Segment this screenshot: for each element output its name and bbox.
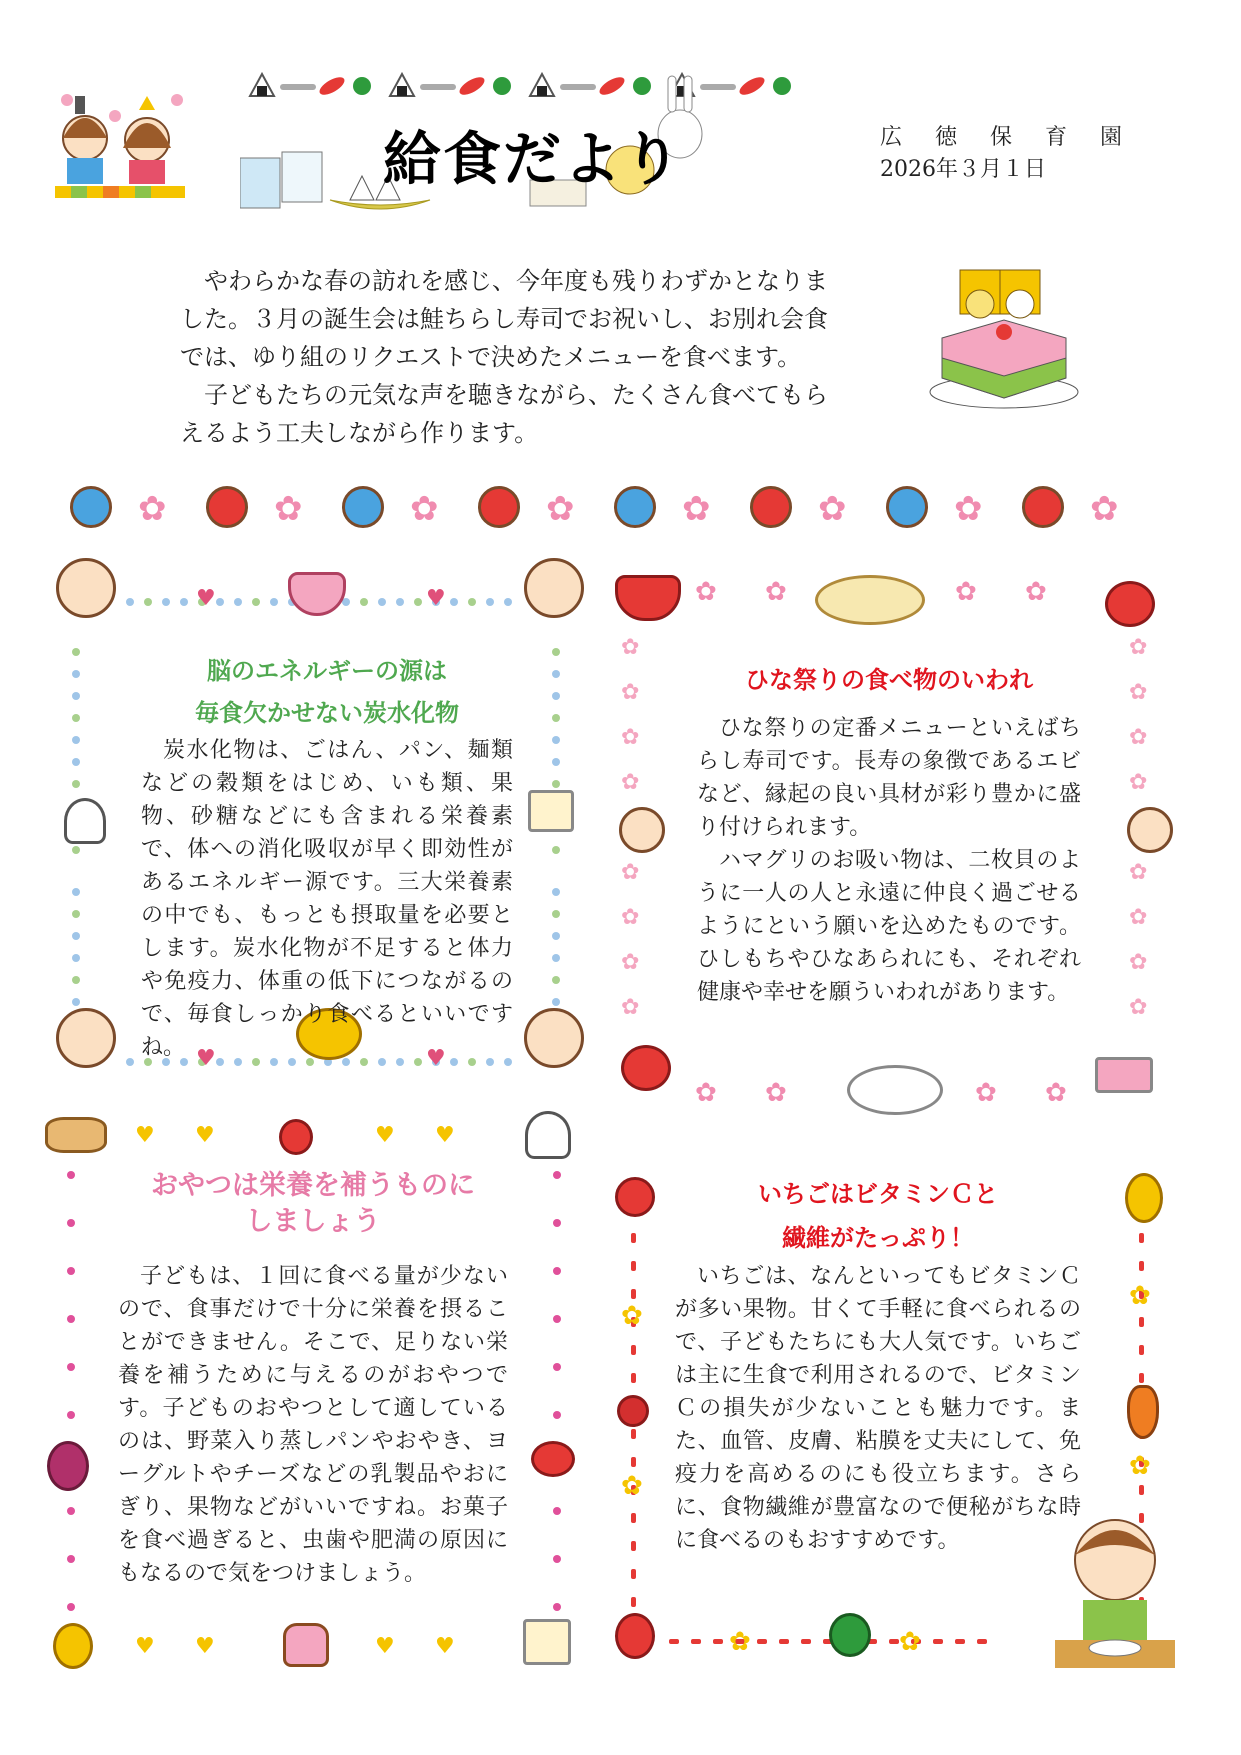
carrot-icon [1127, 1385, 1159, 1439]
border-dash [933, 1639, 943, 1644]
hina-doll-icon [1022, 486, 1064, 528]
plum-flower-icon: ✿ [695, 1078, 717, 1108]
border-dot [72, 932, 80, 940]
plum-petal-icon: ✿ [621, 950, 640, 975]
heart-icon: ♥ [426, 1046, 446, 1071]
plum-flower-icon: ✿ [546, 489, 575, 529]
border-dot [468, 598, 476, 606]
section-title [118, 1168, 508, 1240]
border-dot [67, 1315, 75, 1323]
border-dash [977, 1639, 987, 1644]
border-dot [72, 780, 80, 788]
border-dash [631, 1373, 636, 1383]
border-dot [72, 888, 80, 896]
border-dot [552, 670, 560, 678]
border-dot [67, 1411, 75, 1419]
border-dot [72, 846, 80, 854]
border-dash [691, 1639, 701, 1644]
strawberry-icon [615, 1613, 655, 1659]
sweet-potato-icon [47, 1441, 89, 1491]
green-pepper-icon [829, 1613, 871, 1657]
plum-flower-icon: ✿ [975, 1078, 997, 1108]
border-dot [126, 1058, 134, 1066]
border-dot [126, 598, 134, 606]
border-dash [669, 1639, 679, 1644]
border-dot [252, 598, 260, 606]
heart-icon: ♥ [435, 1634, 455, 1659]
border-dash [631, 1541, 636, 1551]
plum-petal-icon: ✿ [621, 680, 640, 705]
border-dot [552, 758, 560, 766]
plum-petal-icon: ✿ [621, 995, 640, 1020]
border-dot [552, 736, 560, 744]
border-dot [67, 1603, 75, 1611]
section-strawberry [675, 1172, 1081, 1557]
plum-petal-icon: ✿ [621, 725, 640, 750]
border-dash [631, 1345, 636, 1355]
intro-paragraph: やわらかな春の訪れを感じ、今年度も残りわずかとなりました。３月の誕生会は鮭ちらし寿司でお祝いし、お別れ会食では、ゆり組のリクエストで決めたメニューを食べます。 [180, 267, 828, 371]
border-dot [553, 1507, 561, 1515]
teapot-icon [1105, 581, 1155, 627]
border-dot [72, 714, 80, 722]
teapot-icon [621, 1045, 671, 1091]
border-dash [1139, 1317, 1144, 1327]
hina-doll-icon [70, 486, 112, 528]
border-dot [552, 998, 560, 1006]
border-dot [552, 910, 560, 918]
border-dot [553, 1267, 561, 1275]
chirashi-sushi-icon [815, 575, 925, 625]
border-dot [552, 692, 560, 700]
plum-petal-icon: ✿ [1129, 995, 1148, 1020]
section-title [141, 650, 513, 734]
border-dot [414, 598, 422, 606]
heart-icon: ♥ [426, 586, 446, 611]
cherry-icon [617, 1395, 649, 1427]
child-eating-illustration [1055, 1510, 1175, 1670]
section-carbohydrates [141, 650, 513, 1064]
banana-icon [1125, 1173, 1163, 1223]
section-hinamatsuri-food [697, 660, 1081, 1009]
hina-flower-divider [70, 482, 1140, 536]
hina-dolls-illustration [55, 88, 185, 200]
plum-flower-icon: ✿ [695, 577, 717, 607]
pancake-icon [45, 1117, 107, 1153]
section-title-line: ひな祭りの食べ物のいわれ [745, 666, 1033, 694]
onigiri-icon [64, 798, 106, 844]
plum-petal-icon: ✿ [1129, 950, 1148, 975]
yellow-flower-icon: ✿ [621, 1301, 643, 1331]
border-dot [552, 714, 560, 722]
issue-date: 2026年３月１日 [880, 157, 1046, 182]
heart-icon: ♥ [435, 1123, 455, 1148]
intro-text [180, 262, 840, 452]
border-dot [67, 1363, 75, 1371]
yellow-flower-icon: ✿ [1129, 1281, 1151, 1311]
border-dot [67, 1267, 75, 1275]
clam-soup-icon [615, 575, 681, 621]
section-title-line: 繊維がたっぷり！ [782, 1224, 974, 1252]
border-dot [72, 758, 80, 766]
border-dash [889, 1639, 899, 1644]
border-dot [553, 1315, 561, 1323]
heart-icon: ♥ [195, 1634, 215, 1659]
plum-flower-icon: ✿ [1025, 577, 1047, 607]
child-face-icon [524, 558, 584, 618]
border-dot [67, 1555, 75, 1563]
border-dot [67, 1507, 75, 1515]
child-face-icon [56, 558, 116, 618]
yellow-flower-icon: ✿ [621, 1471, 643, 1501]
border-dot [72, 976, 80, 984]
border-dot [553, 1411, 561, 1419]
border-dot [234, 598, 242, 606]
border-dot [396, 598, 404, 606]
border-dot [180, 598, 188, 606]
hina-doll-icon [478, 486, 520, 528]
border-dot [67, 1171, 75, 1179]
odairi-sama-icon [619, 807, 665, 853]
border-dot [72, 736, 80, 744]
onigiri-icon [525, 1111, 571, 1159]
border-dash [1139, 1345, 1144, 1355]
section-body [697, 712, 1081, 1009]
newsletter-title: 給食だより [383, 125, 684, 193]
border-dot [552, 648, 560, 656]
border-dot [553, 1555, 561, 1563]
section-paragraph: ハマグリのお吸い物は、二枚貝のように一人の人と永遠に仲良く過ごせるようにという願いを込めたものです。ひしもちやひなあられにも、それぞれ健康や幸せを願ういわれがあります。 [697, 848, 1081, 1005]
plum-petal-icon: ✿ [1129, 635, 1148, 660]
strawberry-icon [279, 1119, 313, 1155]
heart-icon: ♥ [135, 1123, 155, 1148]
hina-doll-icon [206, 486, 248, 528]
border-dash [631, 1457, 636, 1467]
yellow-flower-icon: ✿ [899, 1627, 921, 1657]
border-dot [486, 598, 494, 606]
cupcake-icon [283, 1623, 329, 1667]
border-dot [144, 598, 152, 606]
border-dash [1139, 1233, 1144, 1243]
hina-doll-icon [342, 486, 384, 528]
border-dash [1139, 1485, 1144, 1495]
yellow-flower-icon: ✿ [1129, 1451, 1151, 1481]
border-dash [631, 1289, 636, 1299]
border-dot [72, 954, 80, 962]
section-title-line: おやつは栄養を補うものに [151, 1170, 475, 1201]
border-dash [713, 1639, 723, 1644]
plum-petal-icon: ✿ [1129, 680, 1148, 705]
section-title-line: 脳のエネルギーの源は [207, 657, 447, 685]
rice-bowl-icon [288, 572, 346, 616]
border-dash [801, 1639, 811, 1644]
border-dot [553, 1363, 561, 1371]
plum-flower-icon: ✿ [410, 489, 439, 529]
apple-icon [615, 1177, 655, 1217]
plum-flower-icon: ✿ [954, 489, 983, 529]
border-dash [631, 1233, 636, 1243]
border-dot [72, 692, 80, 700]
border-dot [72, 910, 80, 918]
plum-flower-icon: ✿ [765, 1078, 787, 1108]
heart-icon: ♥ [196, 586, 216, 611]
child-face-icon [524, 1008, 584, 1068]
border-dash [631, 1513, 636, 1523]
heart-icon: ♥ [196, 1046, 216, 1071]
heart-icon: ♥ [135, 1634, 155, 1659]
plum-flower-icon: ✿ [1090, 489, 1119, 529]
chirashi-sushi-icon [847, 1065, 943, 1115]
plum-petal-icon: ✿ [621, 635, 640, 660]
section-paragraph: ひな祭りの定番メニューといえばちらし寿司です。長寿の象徴であるエビなど、縁起の良い具材が彩り豊かに盛り付けられます。 [697, 716, 1081, 840]
plum-petal-icon: ✿ [621, 860, 640, 885]
plum-flower-icon: ✿ [955, 577, 977, 607]
plum-flower-icon: ✿ [138, 489, 167, 529]
heart-icon: ♥ [375, 1123, 395, 1148]
plum-flower-icon: ✿ [682, 489, 711, 529]
plum-petal-icon: ✿ [1129, 905, 1148, 930]
soup-bowl-icon [531, 1441, 575, 1477]
hina-doll-icon [750, 486, 792, 528]
hina-doll-icon [614, 486, 656, 528]
border-dash [631, 1261, 636, 1271]
border-dot [378, 598, 386, 606]
organization-name: 広 徳 保 育 園 [880, 125, 1135, 150]
sandwich-icon [528, 790, 574, 832]
border-dot [67, 1219, 75, 1227]
plum-petal-icon: ✿ [1129, 860, 1148, 885]
border-dot [553, 1171, 561, 1179]
plum-petal-icon: ✿ [621, 905, 640, 930]
border-dot [72, 670, 80, 678]
intro-paragraph: 子どもたちの元気な声を聴きながら、たくさん食べてもらえるよう工夫しながら作ります。 [180, 381, 828, 447]
plum-flower-icon: ✿ [765, 577, 787, 607]
hina-doll-icon [886, 486, 928, 528]
border-dash [631, 1569, 636, 1579]
hina-cake-illustration [928, 268, 1080, 410]
section-title-line: しましょう [245, 1206, 381, 1237]
border-dot [72, 998, 80, 1006]
yellow-flower-icon: ✿ [729, 1627, 751, 1657]
banana-icon [53, 1623, 93, 1669]
border-dot [552, 954, 560, 962]
plum-petal-icon: ✿ [1129, 725, 1148, 750]
border-dot [450, 598, 458, 606]
heart-icon: ♥ [375, 1634, 395, 1659]
border-dot [552, 932, 560, 940]
border-dot [162, 598, 170, 606]
section-body [675, 1260, 1081, 1557]
ohina-sama-icon [1127, 807, 1173, 853]
border-dash [955, 1639, 965, 1644]
border-dot [270, 598, 278, 606]
border-dot [504, 598, 512, 606]
plum-flower-icon: ✿ [274, 489, 303, 529]
plum-flower-icon: ✿ [1045, 1078, 1067, 1108]
section-body [141, 734, 513, 1064]
hishimochi-icon [1095, 1057, 1153, 1093]
border-dot [553, 1219, 561, 1227]
border-dot [552, 780, 560, 788]
section-title-line: 毎食欠かせない炭水化物 [195, 699, 459, 727]
section-title-line: いちごはビタミンＣと [758, 1180, 998, 1208]
section-title [697, 660, 1081, 700]
border-dot [360, 598, 368, 606]
section-paragraph: 子どもは、１回に食べる量が少ないので、食事だけで十分に栄養を摂ることができません。そこで、足りない栄養を補うために与えるのがおやつです。子どものおやつとして適しているのは、野菜入り蒸しパンやおやき、ヨーグルトやチーズなどの乳製品やおにぎり、果物などがいいですね。お菓子を食べ過ぎると、虫歯や肥満の原因にもなるので気をつけましょう。 [118, 1264, 508, 1586]
sandwich-icon [523, 1619, 571, 1665]
section-body [118, 1260, 508, 1590]
section-title [675, 1172, 1081, 1260]
border-dot [216, 598, 224, 606]
border-dot [72, 648, 80, 656]
section-snacks [118, 1168, 508, 1590]
border-dash [1139, 1261, 1144, 1271]
plum-flower-icon: ✿ [818, 489, 847, 529]
plum-petal-icon: ✿ [621, 770, 640, 795]
child-face-icon [56, 1008, 116, 1068]
border-dash [779, 1639, 789, 1644]
plum-petal-icon: ✿ [1129, 770, 1148, 795]
border-dot [552, 846, 560, 854]
border-dash [631, 1429, 636, 1439]
border-dash [1139, 1373, 1144, 1383]
section-paragraph: いちごは、なんといってもビタミンＣが多い果物。甘くて手軽に食べられるので、子どもたちにも大人気です。いちごは主に生食で利用されるので、ビタミンＣの損失が少ないことも魅力です。また、血管、皮膚、粘膜を丈夫にして、免疫力を高めるのにも役立ちます。さらに、食物繊維が豊富なので便秘がちな時に食べるのもおすすめです。 [675, 1264, 1081, 1553]
border-dash [757, 1639, 767, 1644]
heart-icon: ♥ [195, 1123, 215, 1148]
section-paragraph: 炭水化物は、ごはん、パン、麺類などの穀類をはじめ、いも類、果物、砂糖などにも含まれる栄養素で、体への消化吸収が早く即効性があるエネルギー源です。三大栄養素の中でも、もっとも摂取量を必要とします。炭水化物が不足すると体力や免疫力、体重の低下につながるので、毎食しっかり食べるといいですね。 [141, 738, 513, 1060]
border-dot [553, 1603, 561, 1611]
border-dash [631, 1597, 636, 1607]
border-dot [552, 976, 560, 984]
border-dot [552, 888, 560, 896]
